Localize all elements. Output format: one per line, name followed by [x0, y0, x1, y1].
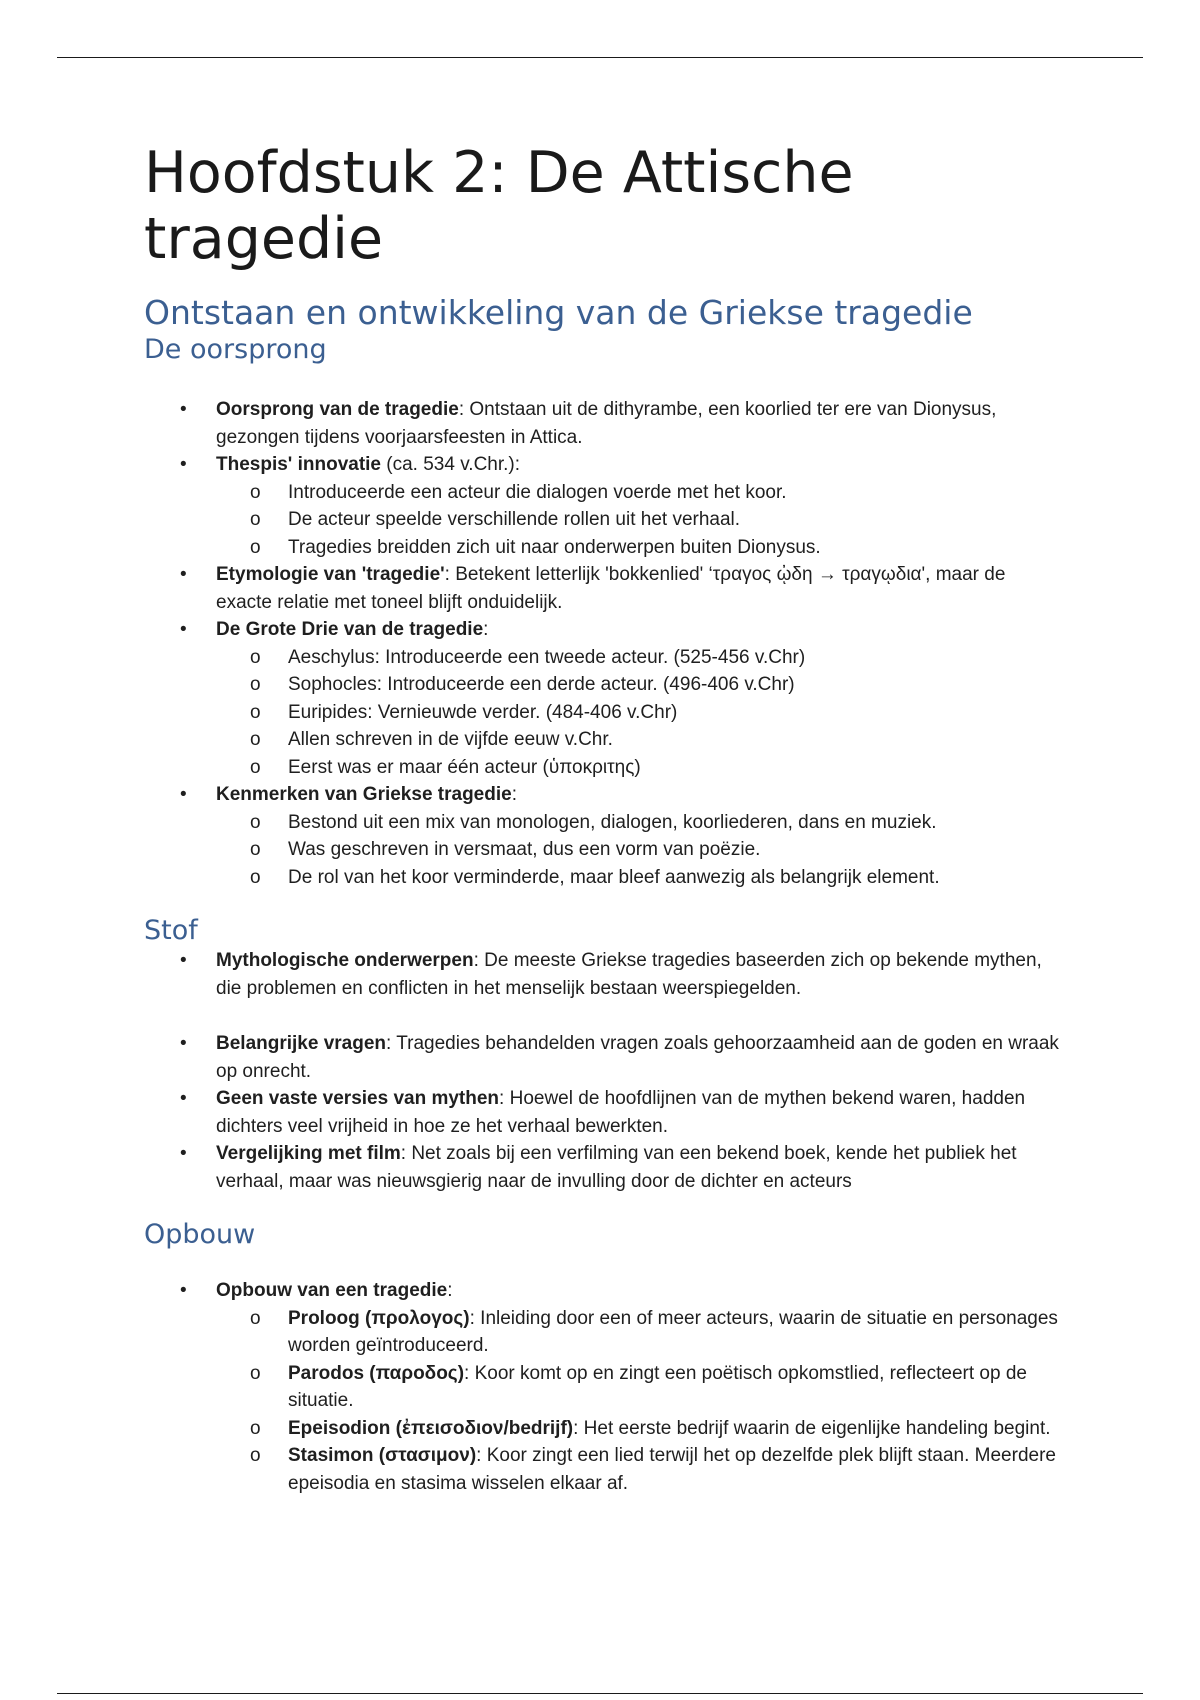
item-text: : Hoewel de hoofdlijnen van de mythen bekend waren, hadden dichters veel vrijheid in hoe ze het verhaal bewerkten. — [216, 1088, 1026, 1137]
item-text: : Tragedies behandelden vragen zoals gehoorzaamheid aan de goden en wraak op onrecht. — [216, 1033, 1059, 1082]
item-text: : Het eerste bedrijf waarin de eigenlijke handeling begint. — [573, 1417, 1051, 1439]
list-item — [144, 781, 1064, 891]
page-title: Hoofdstuk 2: De Attische tragedie — [144, 140, 854, 272]
item-term: Opbouw van een tragedie — [216, 1280, 448, 1301]
document-body — [144, 140, 1064, 1497]
item-term: Thespis' innovatie — [216, 454, 381, 475]
sub-list-item — [216, 1415, 1064, 1443]
grote-drie-sublist — [216, 644, 1064, 782]
item-term: Stasimon (στασιμον) — [288, 1445, 477, 1466]
section-heading-ontstaan: Ontstaan en ontwikkeling van de Griekse tragedie — [144, 293, 973, 332]
sub-list-item: o De rol van het koor verminderde, maar bleef aanwezig als belangrijk element. — [216, 864, 1064, 892]
list-item — [144, 616, 1064, 781]
item-text: : — [483, 619, 489, 640]
item-term: Belangrijke vragen — [216, 1033, 387, 1054]
sub-heading-opbouw: Opbouw — [144, 1219, 256, 1250]
item-text: : De meeste Griekse tragedies baseerden zich op bekende mythen, die problemen en conflicten in het menselijk bestaan weerspiegelden. — [216, 950, 1042, 999]
item-term: Vergelijking met film — [216, 1143, 401, 1164]
sub-list-item: o De acteur speelde verschillende rollen uit het verhaal. — [216, 506, 1064, 534]
sub-heading-oorsprong: De oorsprong — [144, 334, 327, 365]
sub-list-item: o Eerst was er maar één acteur (ὑποκριτης) — [216, 754, 1064, 782]
list-item — [144, 1277, 1064, 1497]
item-text: : Inleiding door een of meer acteurs, waarin de situatie en personages worden geïntroduceerd. — [288, 1307, 1058, 1356]
item-term: Oorsprong van de tragedie — [216, 399, 459, 420]
list-item — [144, 1030, 1064, 1085]
list-item — [144, 561, 1064, 616]
opbouw-list — [144, 1277, 1064, 1497]
sub-list-item — [216, 1305, 1064, 1360]
sub-list-item: o Aeschylus: Introduceerde een tweede acteur. (525-456 v.Chr) — [216, 644, 1064, 672]
kenmerken-sublist — [216, 809, 1064, 892]
item-term: Etymologie van 'tragedie' — [216, 564, 445, 585]
item-term: Mythologische onderwerpen — [216, 950, 474, 971]
sub-list-item: o Bestond uit een mix van monologen, dialogen, koorliederen, dans en muziek. — [216, 809, 1064, 837]
sub-list-item: o Introduceerde een acteur die dialogen voerde met het koor. — [216, 479, 1064, 507]
stof-list — [144, 947, 1064, 1195]
list-item — [144, 396, 1064, 451]
top-rule — [57, 57, 1143, 58]
item-term: Kenmerken van Griekse tragedie — [216, 784, 512, 805]
opbouw-sublist — [216, 1305, 1064, 1498]
item-text: : Net zoals bij een verfilming van een bekend boek, kende het publiek het verhaal, maar was nieuwsgierig naar de invulling door de dichter en acteurs — [216, 1143, 1017, 1192]
sub-heading-stof: Stof — [144, 915, 198, 946]
oorsprong-list — [144, 396, 1064, 891]
item-term: Geen vaste versies van mythen — [216, 1088, 500, 1109]
sub-list-item — [216, 1360, 1064, 1415]
list-item — [144, 947, 1064, 1002]
thespis-sublist — [216, 479, 1064, 562]
item-text: : Koor zingt een lied terwijl het op dezelfde plek blijft staan. Meerdere epeisodia en stasima wisselen elkaar af. — [288, 1445, 1056, 1494]
list-item — [144, 1085, 1064, 1140]
item-text: (ca. 534 v.Chr.): — [381, 454, 521, 475]
item-text: : — [447, 1280, 453, 1301]
item-text: : — [511, 784, 517, 805]
item-text: : Koor komt op en zingt een poëtisch opkomstlied, reflecteert op de situatie. — [288, 1362, 1027, 1411]
item-text: : Ontstaan uit de dithyrambe, een koorlied ter ere van Dionysus, gezongen tijdens voorjaarsfeesten in Attica. — [216, 399, 997, 448]
sub-list-item: o Allen schreven in de vijfde eeuw v.Chr. — [216, 726, 1064, 754]
list-item — [144, 451, 1064, 561]
list-item — [144, 1140, 1064, 1195]
item-term: Proloog (προλογος) — [288, 1307, 470, 1329]
sub-list-item: o Tragedies breidden zich uit naar onderwerpen buiten Dionysus. — [216, 534, 1064, 562]
item-text: : Betekent letterlijk 'bokkenlied' ‘τραγος ᾠδη → τραγῳδια', maar de exacte relatie met toneel blijft onduidelijk. — [216, 564, 1006, 613]
sub-list-item: o Euripides: Vernieuwde verder. (484-406 v.Chr) — [216, 699, 1064, 727]
item-term: De Grote Drie van de tragedie — [216, 619, 484, 640]
sub-list-item: o Sophocles: Introduceerde een derde acteur. (496-406 v.Chr) — [216, 671, 1064, 699]
sub-list-item — [216, 1442, 1064, 1497]
sub-list-item: o Was geschreven in versmaat, dus een vorm van poëzie. — [216, 836, 1064, 864]
item-term: Parodos (παροδος) — [288, 1362, 465, 1384]
item-term: Epeisodion (ἐπεισοδιον/bedrijf) — [288, 1417, 574, 1439]
bottom-rule — [57, 1693, 1143, 1694]
